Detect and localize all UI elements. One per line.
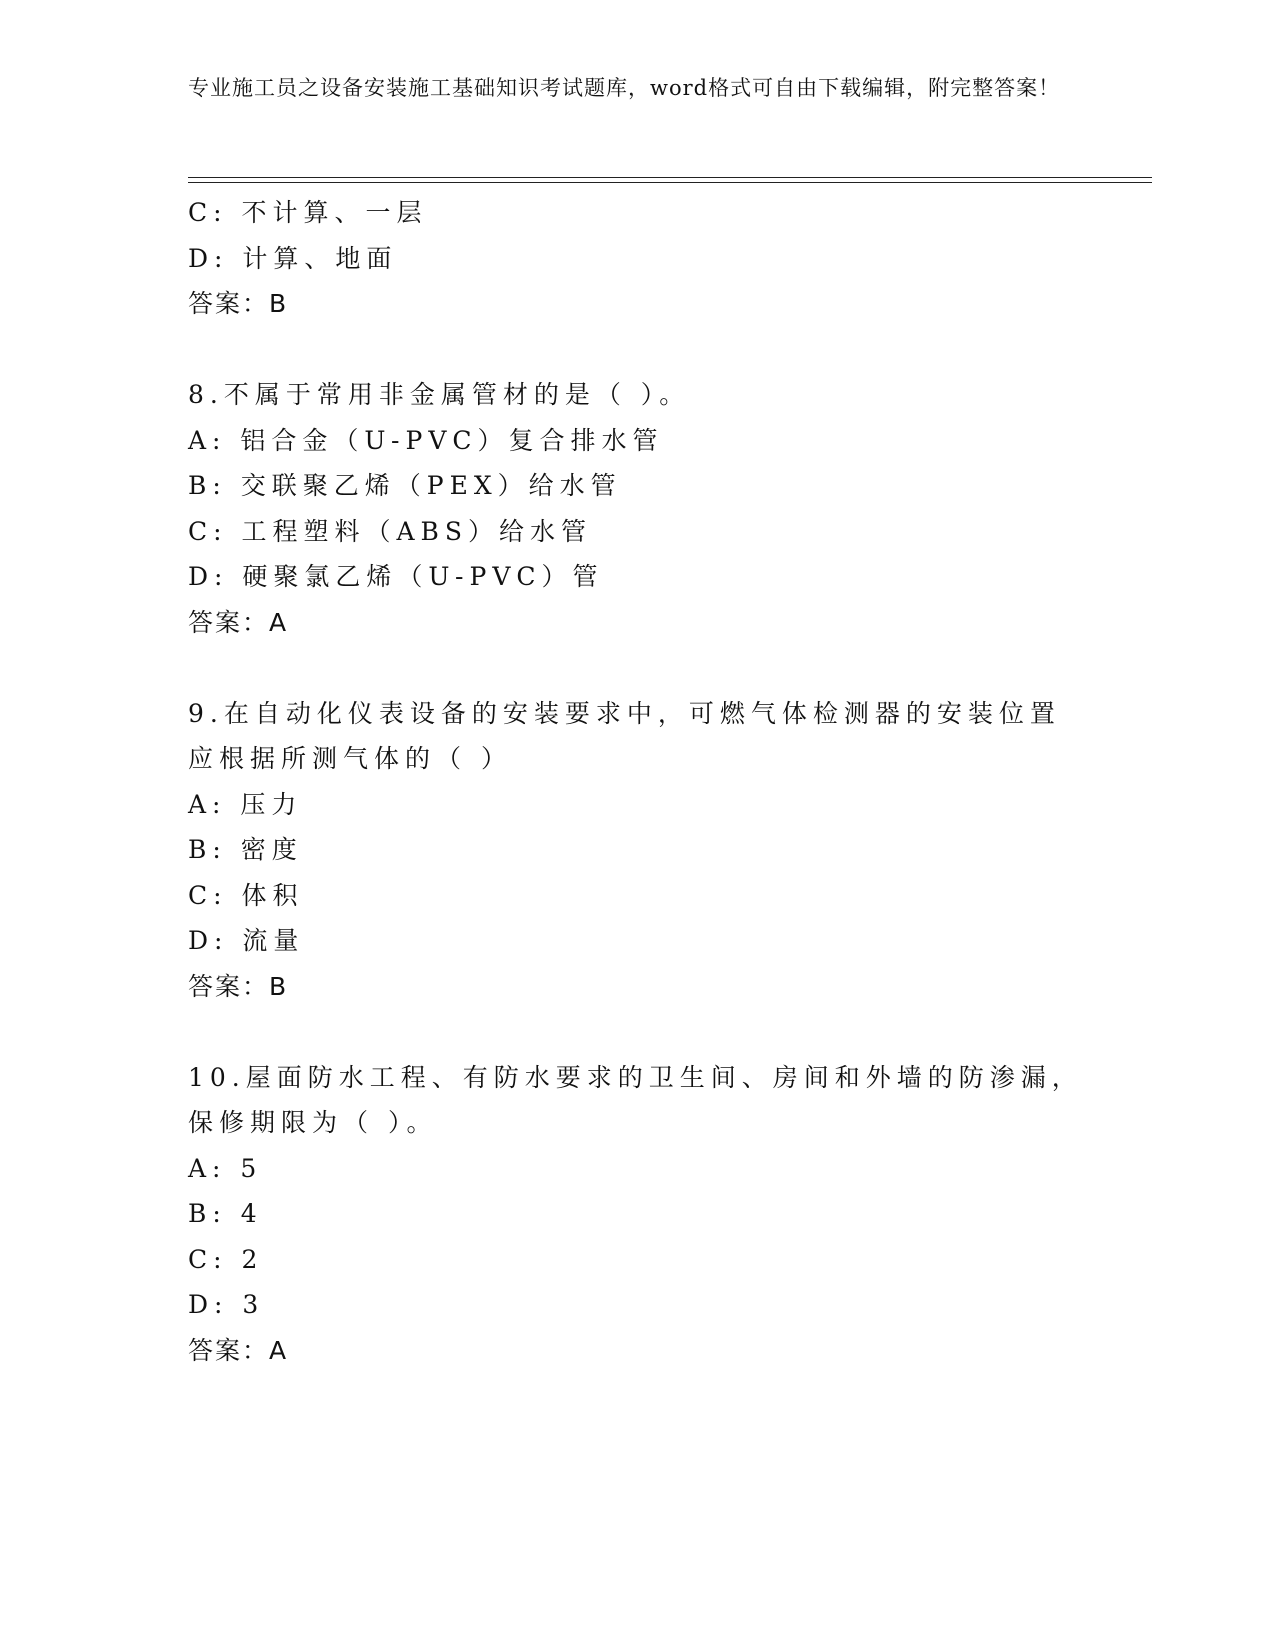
option-c: C: 不计算、一层 xyxy=(188,198,428,227)
option-a: A: 压力 xyxy=(188,789,303,819)
question-list xyxy=(188,190,1088,1373)
option-d: D: 硬聚氯乙烯（U-PVC）管 xyxy=(188,562,604,591)
question-block xyxy=(188,1055,1088,1374)
option-d: D: 流量 xyxy=(188,926,305,955)
option-a: A: 铝合金（U-PVC）复合排水管 xyxy=(188,425,664,455)
option-d: D: 3 xyxy=(188,1290,265,1319)
answer-line: 答案：A xyxy=(188,607,289,637)
question-text: 9.在自动化仪表设备的安装要求中，可燃气体检测器的安装位置应根据所测气体的（ ） xyxy=(188,698,1061,773)
option-b: B: 4 xyxy=(188,1199,263,1228)
question-block xyxy=(188,190,1088,327)
option-d: D: 计算、地面 xyxy=(188,243,398,273)
header-divider-bottom xyxy=(188,182,1152,183)
option-c: C: 工程塑料（ABS）给水管 xyxy=(188,516,593,546)
page-header: 专业施工员之设备安装施工基础知识考试题库，word格式可自由下载编辑，附完整答案！ xyxy=(188,76,1061,100)
option-c: C: 2 xyxy=(188,1244,264,1274)
question-text: 8.不属于常用非金属管材的是（ ）。 xyxy=(188,380,691,409)
option-c: C: 体积 xyxy=(188,880,304,910)
option-b: B: 密度 xyxy=(188,835,303,864)
option-b: B: 交联聚乙烯（PEX）给水管 xyxy=(188,471,622,500)
answer-line: 答案：A xyxy=(188,1335,289,1365)
question-text: 10.屋面防水工程、有防水要求的卫生间、房间和外墙的防渗漏，保修期限为（ ）。 xyxy=(188,1062,1083,1137)
question-block xyxy=(188,691,1088,1010)
answer-line: 答案：B xyxy=(188,289,289,318)
question-block xyxy=(188,372,1088,645)
answer-line: 答案：B xyxy=(188,971,289,1001)
header-divider-top xyxy=(188,177,1152,178)
option-a: A: 5 xyxy=(188,1153,263,1183)
